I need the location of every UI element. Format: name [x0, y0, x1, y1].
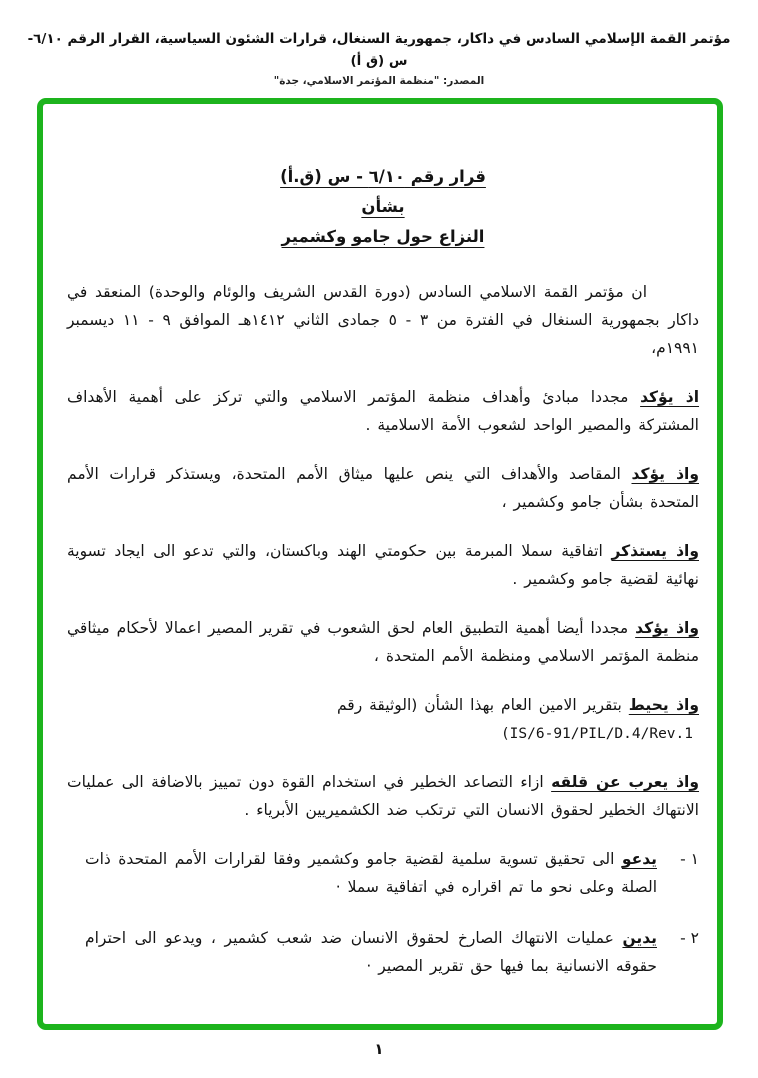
preamble-paragraph — [67, 383, 699, 439]
paragraph-lead: واذ يحيط — [628, 696, 699, 714]
page-number: ١ — [374, 1040, 384, 1058]
preamble-paragraph — [67, 460, 699, 516]
paragraph-text: اتفاقية سملا المبرمة بين حكومتي الهند وباكستان، والتي تدعو الى ايجاد تسوية نهائية لقضية جامو وكشمير . — [67, 542, 699, 588]
paragraph-text: مجددا مبادئ وأهداف منظمة المؤتمر الاسلامي والتي تركز على أهمية الأهداف المشتركة والمصير الواحد لشعوب الأمة الاسلامية . — [67, 388, 699, 434]
document-reference-code: (IS/6-91/PIL/D.4/Rev.1 — [500, 726, 693, 742]
resolution-document — [43, 104, 717, 1013]
resolution-subject: النزاع حول جامو وكشمير — [281, 227, 485, 246]
preamble-paragraph — [67, 691, 699, 719]
preamble-paragraph — [67, 614, 699, 670]
item-number: ٢ - — [680, 929, 699, 947]
paragraph-lead: واذ يؤكد — [635, 619, 699, 637]
resolution-number: قرار رقم ٦/١٠ - س (ق.أ) — [280, 167, 486, 186]
paragraph-text: بتقرير الامين العام بهذا الشأن (الوثيقة رقم — [336, 696, 629, 714]
caption-title: مؤتمر القمة الإسلامي السادس في داكار، جمهورية السنغال، قرارات الشئون السياسية، القرار الرقم ٦/١٠-س (ق أ) — [27, 31, 731, 69]
item-body: عمليات الانتهاك الصارخ لحقوق الانسان ضد شعب كشمير ، ويدعو الى احترام حقوقه الانسانية بما فيها حق تقرير المصير · — [85, 929, 657, 975]
item-body: الى تحقيق تسوية سلمية لقضية جامو وكشمير وفقا لقرارات الأمم المتحدة ذات الصلة وعلى نحو ما تم اقراره في اتفاقية سملا · — [85, 850, 657, 896]
item-number: ١ - — [680, 850, 699, 868]
paragraph-lead: واذ يعرب عن قلقه — [551, 773, 700, 791]
preamble-paragraph — [67, 768, 699, 824]
paragraph-text: المقاصد والأهداف التي ينص عليها ميثاق الأمم المتحدة، ويستذكر قرارات الأمم المتحدة بشأن جامو وكشمير ، — [67, 465, 699, 511]
item-lead: يدين — [622, 929, 657, 947]
paragraph-lead: واذ يستذكر — [611, 542, 699, 560]
item-text — [67, 845, 657, 901]
paragraph-lead: واذ يؤكد — [631, 465, 699, 483]
operative-item-1 — [67, 845, 699, 901]
document-caption — [20, 28, 738, 90]
operative-item-2 — [67, 924, 699, 980]
paragraph-text: مجددا أيضا أهمية التطبيق العام لحق الشعوب في تقرير المصير اعمالا لأحكام ميثاقي منظمة المؤتمر الاسلامي ومنظمة الأمم المتحدة ، — [67, 619, 699, 665]
preamble-paragraph — [67, 278, 699, 362]
paragraph-text: ازاء التصاعد الخطير في استخدام القوة دون تمييز بالاضافة الى عمليات الانتهاك الخطير لحقوق الانسان التي ترتكب ضد الكشميريين الأبرياء . — [67, 773, 699, 819]
preamble-paragraph — [67, 537, 699, 593]
scan-green-frame — [37, 98, 723, 1030]
item-lead: يدعو — [621, 850, 657, 868]
resolution-title-block — [67, 162, 699, 252]
resolution-regarding: بشأن — [361, 197, 405, 216]
paragraph-lead: اذ يؤكد — [640, 388, 700, 406]
item-text — [67, 924, 657, 980]
paragraph-text: ان مؤتمر القمة الاسلامي السادس (دورة القدس الشريف والوئام والوحدة) المنعقد في داكار بجمهورية السنغال في الفترة من ٣ - ٥ جمادى الثاني ١٤١٢هـ الموافق ٩ - ١١ ديسمبر ١٩٩١م، — [67, 283, 699, 357]
caption-source: المصدر: "منظمة المؤتمر الاسلامي، جدة" — [273, 75, 485, 87]
